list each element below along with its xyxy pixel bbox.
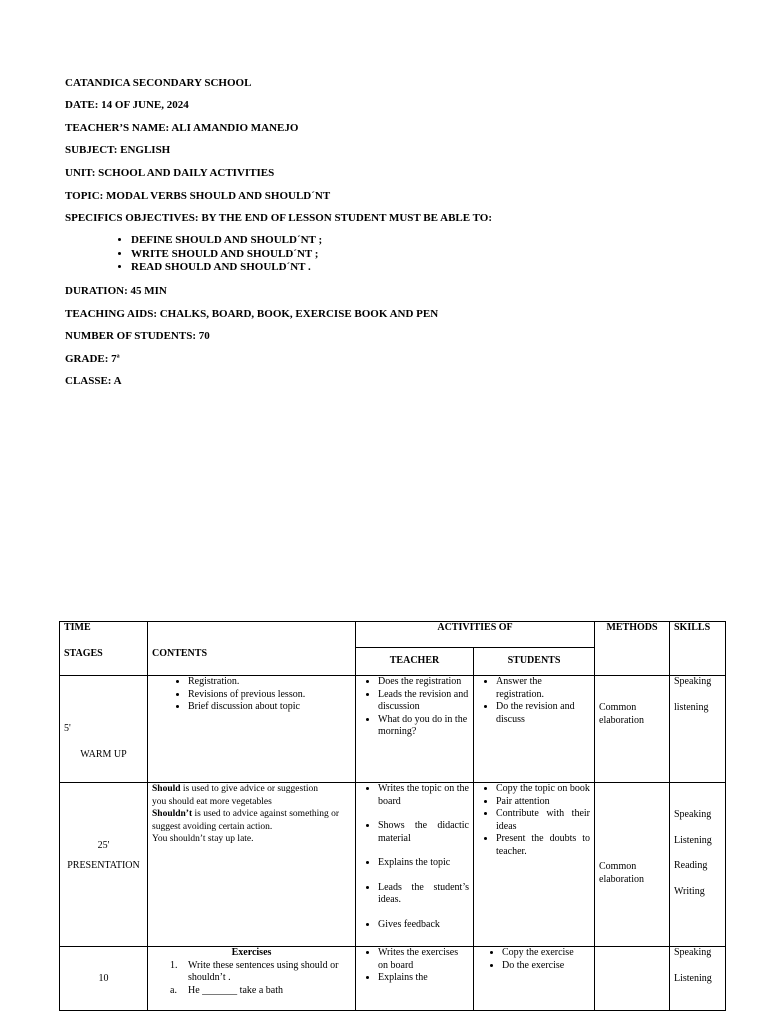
contents-cell: [148, 676, 356, 783]
list-item: • Explains the topic: [378, 857, 469, 870]
list-item: • Gives feedback: [378, 919, 469, 932]
teacher-activities-cell: [356, 783, 474, 947]
grade: [65, 353, 120, 365]
list-item: • Leads the student’s ideas.: [378, 882, 469, 907]
list-item: • Contribute with their ideas: [496, 808, 590, 833]
contents-cell: [148, 947, 356, 1011]
lesson-date: DATE: 14 OF JUNE, 2024: [65, 99, 189, 111]
list-item: • Writes the exercises on board: [378, 947, 469, 972]
class: CLASSE: A: [65, 375, 122, 387]
shouldnt-meaning: is used to advice against something or suggest avoiding certain action.: [152, 809, 340, 832]
activities-of-header: ACTIVITIES OF: [356, 622, 595, 648]
skill-item: Speaking: [674, 809, 712, 820]
lesson-plan-table: [59, 621, 726, 1011]
exercise-text: Write these sentences using should or shouldn’t .: [188, 959, 339, 983]
list-item: • Present the doubts to teacher.: [496, 833, 590, 858]
skill-item: listening: [674, 701, 709, 713]
list-item: • Pair attention: [496, 796, 590, 809]
exercise-subitem: [152, 985, 351, 998]
list-item: • Explains the: [378, 972, 469, 985]
exercises-title: Exercises: [231, 947, 272, 958]
number-of-students: NUMBER OF STUDENTS: 70: [65, 330, 210, 342]
stage-value: PRESENTATION: [67, 859, 140, 871]
time-stage-cell: [60, 783, 148, 947]
list-item: • Writes the topic on the board: [378, 783, 469, 808]
skill-item: Speaking: [674, 676, 712, 687]
skill-item: Listening: [674, 972, 712, 984]
teacher-header: TEACHER: [356, 648, 474, 676]
objective-item: • READ SHOULD AND SHOULD´NT .: [131, 261, 322, 275]
shouldnt-definition: [152, 808, 351, 833]
shouldnt-term: Shouldn’t: [152, 809, 193, 819]
duration: DURATION: 45 MIN: [65, 285, 167, 297]
topic: TOPIC: MODAL VERBS SHOULD AND SHOULD´NT: [65, 190, 331, 202]
table-row: [60, 676, 726, 783]
unit: UNIT: SCHOOL AND DAILY ACTIVITIES: [65, 167, 275, 179]
stages-header: STAGES: [64, 647, 103, 659]
skill-item: Listening: [674, 834, 712, 846]
students-header: STUDENTS: [474, 648, 595, 676]
time-value: 25': [97, 840, 110, 851]
time-value: 5': [64, 723, 71, 734]
list-item: • Answer the registration.: [496, 676, 590, 701]
table-row: [60, 947, 726, 1011]
teacher-name: TEACHER’S NAME: ALI AMANDIO MANEJO: [65, 122, 299, 134]
contents-header: CONTENTS: [148, 622, 356, 676]
should-term: Should: [152, 784, 181, 794]
time-header: TIME: [64, 622, 91, 633]
skills-header: SKILLS: [670, 622, 726, 676]
list-item: • Do the revision and discuss: [496, 701, 590, 726]
list-item: • Shows the didactic material: [378, 820, 469, 845]
teacher-activities-cell: [356, 947, 474, 1011]
list-item: • Brief discussion about topic: [188, 701, 351, 714]
table-row: [60, 783, 726, 947]
list-item: • Registration.: [188, 676, 351, 689]
subject: SUBJECT: ENGLISH: [65, 144, 171, 156]
list-item: • Do the exercise: [502, 960, 590, 973]
grade-superscript: a: [116, 353, 120, 360]
student-activities-cell: [474, 947, 595, 1011]
methods-cell: Common elaboration: [595, 676, 670, 783]
list-item: • Leads the revision and discussion: [378, 689, 469, 714]
exercise-letter: a.: [170, 984, 177, 996]
school-name: CATANDICA SECONDARY SCHOOL: [65, 77, 252, 89]
list-item: • Revisions of previous lesson.: [188, 689, 351, 702]
skills-cell: [670, 783, 726, 947]
student-activities-cell: [474, 676, 595, 783]
skills-cell: [670, 947, 726, 1011]
skill-item: Writing: [674, 885, 705, 897]
should-definition: [152, 783, 351, 796]
grade-text: GRADE: 7: [65, 353, 117, 365]
skills-cell: [670, 676, 726, 783]
methods-cell: Common elaboration: [595, 783, 670, 947]
exercise-item: [152, 960, 351, 985]
teacher-activities-cell: [356, 676, 474, 783]
objectives-title: SPECIFICS OBJECTIVES: BY THE END OF LESSON STUDENT MUST BE ABLE TO:: [65, 212, 492, 224]
exercise-sentence: He _______ take a bath: [188, 984, 283, 996]
contents-cell: [148, 783, 356, 947]
skill-item: Reading: [674, 860, 708, 871]
list-item: • Copy the topic on book: [496, 783, 590, 796]
list-item: • Copy the exercise: [502, 947, 590, 960]
objective-item: • DEFINE SHOULD AND SHOULD´NT ;: [131, 234, 322, 248]
list-item: • What do you do in the morning?: [378, 714, 469, 739]
exercise-number: 1.: [170, 959, 178, 971]
should-meaning: is used to give advice or suggestion: [180, 784, 318, 794]
teaching-aids: TEACHING AIDS: CHALKS, BOARD, BOOK, EXERCISE BOOK AND PEN: [65, 308, 439, 320]
should-example: you should eat more vegetables: [152, 796, 272, 807]
skill-item: Speaking: [674, 947, 712, 958]
methods-cell: [595, 947, 670, 1011]
objectives-list: [113, 234, 322, 275]
student-activities-cell: [474, 783, 595, 947]
shouldnt-example: You shouldn’t stay up late.: [152, 834, 254, 844]
stage-value: WARM UP: [80, 748, 127, 760]
time-cell: 10: [60, 947, 148, 1011]
list-item: • Does the registration: [378, 676, 469, 689]
methods-header: METHODS: [595, 622, 670, 676]
time-stage-cell: [60, 676, 148, 783]
objective-item: • WRITE SHOULD AND SHOULD´NT ;: [131, 248, 322, 262]
time-stages-header: [60, 622, 148, 676]
